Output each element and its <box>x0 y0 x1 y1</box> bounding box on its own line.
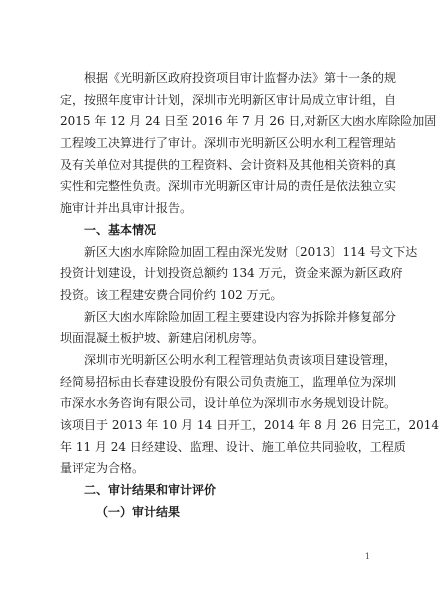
basic-info-paragraph-2 <box>60 307 397 350</box>
subsection-heading-audit-results: （一）审计结果 <box>96 504 181 519</box>
text-line: 投资。该工程建安费合同价约 102 万元。 <box>60 287 283 302</box>
text-line: 该项目于 2013 年 10 月 14 日开工，2014 年 8 月 26 日完工，2014 <box>60 418 439 433</box>
text-line: 投资计划建设，计划投资总额约 134 万元，资金来源为新区政府 <box>60 266 403 281</box>
text-line: 深圳市光明新区公明水利工程管理站负责该项目建设管理， <box>84 352 397 367</box>
text-line: 2015 年 12 月 24 日至 2016 年 7 月 26 日,对新区大凼水库除险加固 <box>60 114 437 129</box>
page-number: 1 <box>364 552 370 561</box>
text-line: 实性和完整性负责。深圳市光明新区审计局的责任是依法独立实 <box>60 179 397 194</box>
section-heading-basic-info: 一、基本情况 <box>84 222 157 237</box>
text-line: 施审计并出具审计报告。 <box>60 201 193 216</box>
section-heading-audit-results: 二、审计结果和审计评价 <box>84 483 217 498</box>
text-line: 年 11 月 24 日经建设、监理、设计、施工单位共同验收，工程质 <box>60 439 406 454</box>
text-line: 经简易招标由长春建设股份有限公司负责施工，监理单位为深圳 <box>60 374 397 389</box>
text-line: 及有关单位对其提供的工程资料、会计资料及其他相关资料的真 <box>60 157 397 172</box>
text-line: 定，按照年度审计计划，深圳市光明新区审计局成立审计组，自 <box>60 92 397 107</box>
basic-info-paragraph-1 <box>60 242 418 307</box>
text-line: 新区大凼水库除险加固工程主要建设内容为拆除并修复部分 <box>84 309 397 324</box>
text-line: 量评定为合格。 <box>60 461 145 476</box>
text-line: 市深水水务咨询有限公司，设计单位为深圳市水务规划设计院。 <box>60 396 397 411</box>
document-body <box>60 68 439 523</box>
basic-info-paragraph-3 <box>60 350 439 480</box>
text-line: 坝面混凝土板护坡、新建启闭机房等。 <box>60 331 265 346</box>
intro-paragraph <box>60 68 437 220</box>
text-line: 新区大凼水库除险加固工程由深光发财〔2013〕114 号文下达 <box>84 244 418 259</box>
text-line: 根据《光明新区政府投资项目审计监督办法》第十一条的规 <box>84 71 397 85</box>
text-line: 工程竣工决算进行了审计。深圳市光明新区公明水利工程管理站 <box>60 136 397 151</box>
